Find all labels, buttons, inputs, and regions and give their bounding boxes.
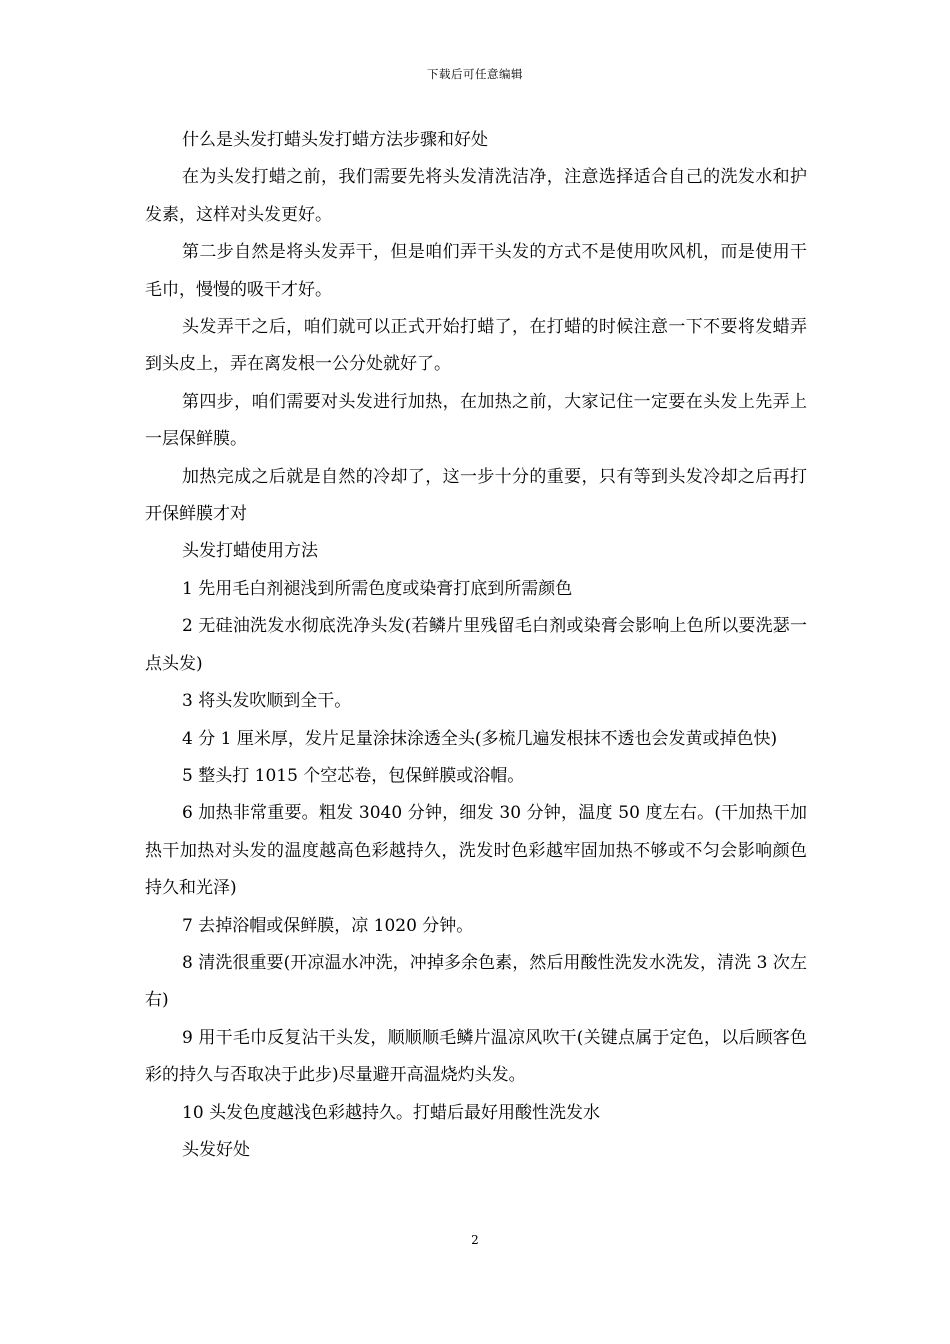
list-item: 7 去掉浴帽或保鲜膜，凉 1020 分钟。: [182, 915, 474, 936]
document-title: 什么是头发打蜡头发打蜡方法步骤和好处: [182, 130, 488, 150]
section-heading: 头发好处: [182, 1139, 250, 1160]
list-item: 5 整头打 1015 个空芯卷，包保鲜膜或浴帽。: [182, 765, 525, 786]
page-header-note: 下载后可任意编辑: [427, 67, 523, 81]
list-item: 8 清洗很重要(开凉温水冲洗，冲掉多余色素，然后用酸性洗发水洗发，清洗 3 次左右): [145, 952, 807, 1011]
paragraph: 第二步自然是将头发弄干，但是咱们弄干头发的方式不是使用吹风机，而是使用干毛巾，慢慢的吸干才好。: [145, 242, 807, 300]
list-item: 9 用干毛巾反复沾干头发，顺顺顺毛鳞片温凉风吹干(关键点属于定色，以后顾客色彩的持久与否取决于此步)尽量避开高温烧灼头发。: [145, 1027, 807, 1086]
list-item: 10 头发色度越浅色彩越持久。打蜡后最好用酸性洗发水: [182, 1102, 601, 1123]
section-heading: 头发打蜡使用方法: [182, 541, 318, 562]
list-item: 6 加热非常重要。粗发 3040 分钟，细发 30 分钟，温度 50 度左右。(干加热干加热干加热对头发的温度越高色彩越持久，洗发时色彩越牢固加热不够或不匀会影响颜色持久和光泽): [145, 803, 807, 899]
list-item: 4 分 1 厘米厚，发片足量涂抹涂透全头(多梳几遍发根抹不透也会发黄或掉色快): [182, 728, 778, 749]
paragraph: 第四步，咱们需要对头发进行加热，在加热之前，大家记住一定要在头发上先弄上一层保鲜膜。: [145, 391, 807, 450]
paragraph: 在为头发打蜡之前，我们需要先将头发清洗洁净，注意选择适合自己的洗发水和护发素，这样对头发更好。: [145, 167, 807, 225]
paragraph: 头发弄干之后，咱们就可以正式开始打蜡了，在打蜡的时候注意一下不要将发蜡弄到头皮上，弄在离发根一公分处就好了。: [145, 317, 807, 375]
document-body: [145, 122, 807, 1169]
list-item: 2 无硅油洗发水彻底洗净头发(若鳞片里残留毛白剂或染膏会影响上色所以要洗瑟一点头发): [145, 616, 807, 674]
page-number: 2: [471, 1233, 479, 1247]
list-item: 3 将头发吹顺到全干。: [182, 691, 352, 712]
list-item: 1 先用毛白剂褪浅到所需色度或染膏打底到所需颜色: [182, 578, 573, 599]
paragraph: 加热完成之后就是自然的冷却了，这一步十分的重要，只有等到头发冷却之后再打开保鲜膜才对: [145, 466, 807, 525]
